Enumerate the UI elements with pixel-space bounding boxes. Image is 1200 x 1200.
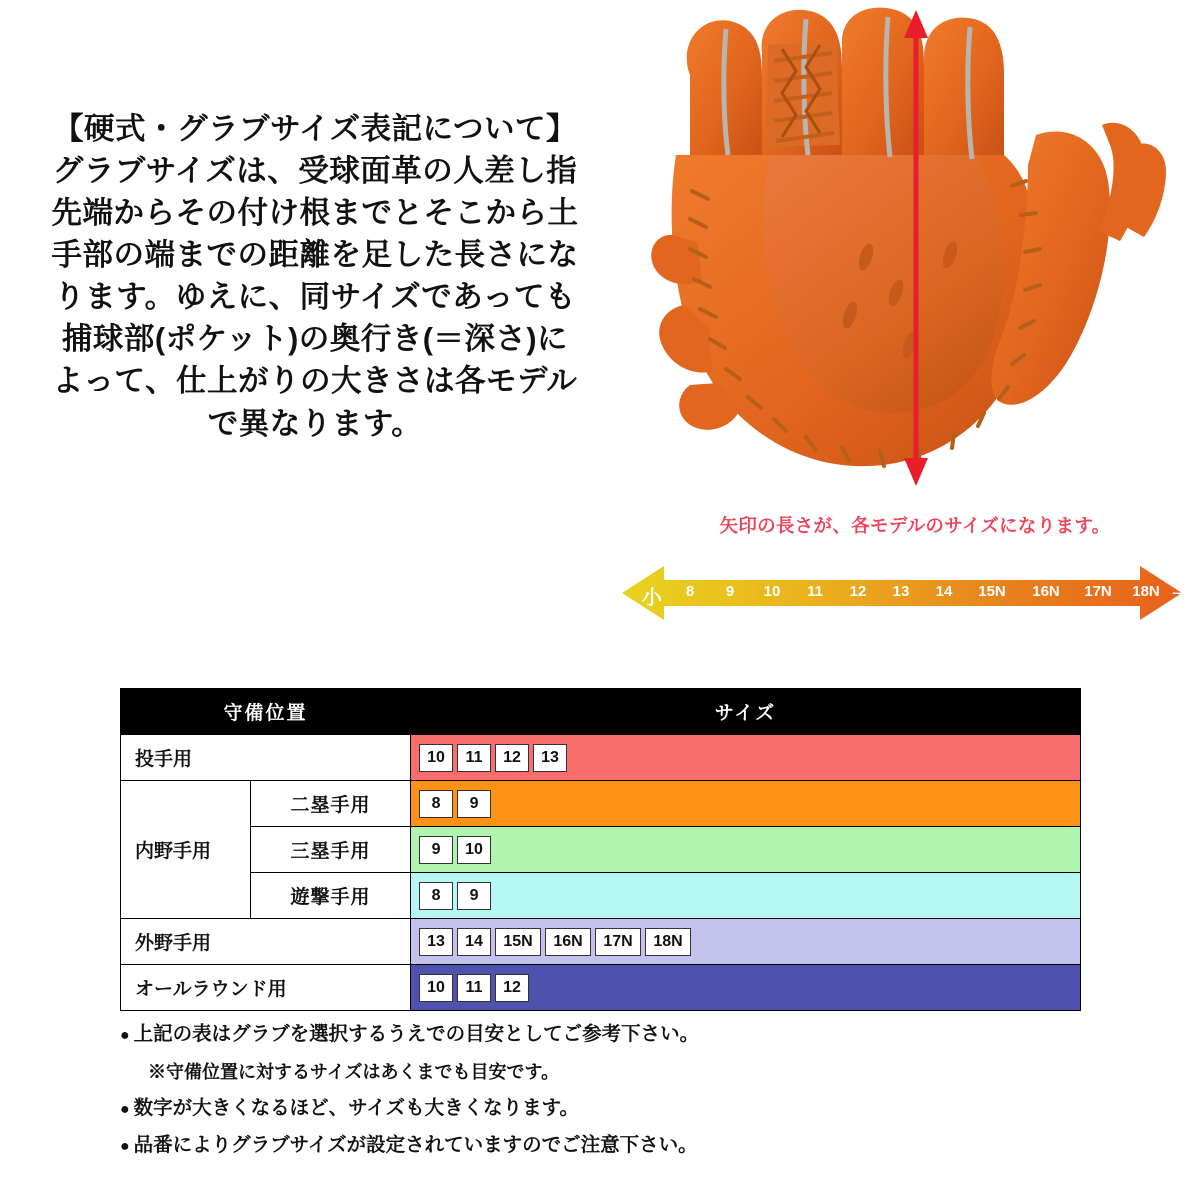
size-chip: 10	[457, 836, 491, 864]
scale-tick: 14	[935, 583, 953, 600]
notes-block	[120, 1025, 1080, 1174]
size-chip: 15N	[495, 928, 541, 956]
row-sizes-third-base	[411, 827, 1081, 873]
row-position-infield: 内野手用	[121, 781, 251, 919]
size-chip: 18N	[645, 928, 691, 956]
header-size: サイズ	[411, 689, 1081, 735]
row-sub-shortstop: 遊撃手用	[251, 873, 411, 919]
size-chip: 9	[419, 836, 453, 864]
note-text: 数字が大きくなるほど、サイズも大きくなります。	[133, 1096, 580, 1119]
size-chip: 17N	[595, 928, 641, 956]
scale-label-large: 大	[1172, 587, 1192, 609]
scale-tick: 8	[685, 583, 695, 600]
glove-size-double-arrow	[904, 8, 928, 488]
row-position-outfield: 外野手用	[121, 919, 411, 965]
table-header-row	[121, 689, 1081, 735]
intro-line: 手部の端までの距離を足した長さにな	[51, 238, 579, 273]
note-text: 品番によりグラブサイズが設定されていますのでご注意下さい。	[133, 1134, 698, 1156]
row-position-pitcher: 投手用	[121, 735, 411, 781]
intro-line: よって、仕上がりの大きさは各モデル	[52, 364, 578, 399]
note-item	[120, 1136, 1080, 1156]
size-chip: 11	[457, 744, 491, 772]
table-row	[121, 827, 1081, 873]
row-sizes-outfield	[411, 919, 1081, 965]
intro-line: ります。ゆえに、同サイズであっても	[54, 280, 576, 315]
size-chip: 10	[419, 974, 453, 1002]
size-chip: 14	[457, 928, 491, 956]
note-text: 上記の表はグラブを選択するうえでの目安としてご参考下さい。	[133, 1023, 700, 1045]
note-bullet: ●	[120, 1100, 130, 1118]
intro-line: 【硬式・グラブサイズ表記について】	[53, 112, 577, 146]
scale-label-small: 小	[642, 587, 662, 609]
scale-tick: 10	[763, 583, 781, 600]
row-sizes-second-base	[411, 781, 1081, 827]
scale-tick: 16N	[1032, 583, 1060, 600]
size-chip: 10	[419, 744, 453, 772]
note-bullet: ●	[120, 1138, 130, 1155]
note-item	[120, 1096, 1080, 1119]
row-sizes-shortstop	[411, 873, 1081, 919]
size-chip: 12	[495, 974, 529, 1002]
table-row	[121, 781, 1081, 827]
table-row	[121, 919, 1081, 965]
scale-tick: 17N	[1084, 583, 1112, 600]
note-item	[120, 1063, 1080, 1081]
scale-tick-labels	[622, 562, 1192, 624]
row-sizes-allround	[411, 965, 1081, 1011]
size-scale-bar	[622, 562, 1192, 624]
size-chip: 8	[419, 790, 453, 818]
size-chip: 11	[457, 974, 491, 1002]
size-chip: 9	[457, 882, 491, 910]
size-chip: 13	[419, 928, 453, 956]
intro-line: グラブサイズは、受球面革の人差し指	[52, 154, 578, 189]
size-chip: 8	[419, 882, 453, 910]
note-bullet: ●	[120, 1027, 130, 1044]
scale-tick: 12	[849, 583, 867, 600]
intro-text-block	[0, 108, 630, 445]
scale-tick: 15N	[978, 583, 1006, 600]
table-row	[121, 965, 1081, 1011]
scale-tick: 9	[725, 583, 735, 600]
size-table	[120, 688, 1081, 1011]
header-position: 守備位置	[121, 689, 411, 735]
note-text: ※守備位置に対するサイズはあくまでも目安です。	[148, 1061, 560, 1082]
arrow-caption: 矢印の長さが、各モデルのサイズになります。	[719, 515, 1111, 536]
scale-tick: 18N	[1132, 583, 1160, 600]
glove-image-area	[630, 0, 1200, 500]
intro-line: 捕球部(ポケット)の奥行き(＝深さ)に	[61, 322, 569, 357]
row-sizes-pitcher	[411, 735, 1081, 781]
table-row	[121, 735, 1081, 781]
row-sub-third-base: 三塁手用	[251, 827, 411, 873]
note-item	[120, 1025, 1080, 1045]
scale-tick: 11	[807, 583, 823, 600]
size-chip: 16N	[545, 928, 591, 956]
size-chip: 12	[495, 744, 529, 772]
row-sub-second-base: 二塁手用	[251, 781, 411, 827]
table-row	[121, 873, 1081, 919]
size-table-wrap	[120, 688, 1080, 1011]
intro-line: 先端からその付け根までとそこから土	[51, 196, 579, 231]
size-chip: 13	[533, 744, 567, 772]
row-position-allround: オールラウンド用	[121, 965, 411, 1011]
scale-tick: 13	[892, 583, 910, 600]
intro-line: で異なります。	[207, 406, 423, 441]
size-chip: 9	[457, 790, 491, 818]
